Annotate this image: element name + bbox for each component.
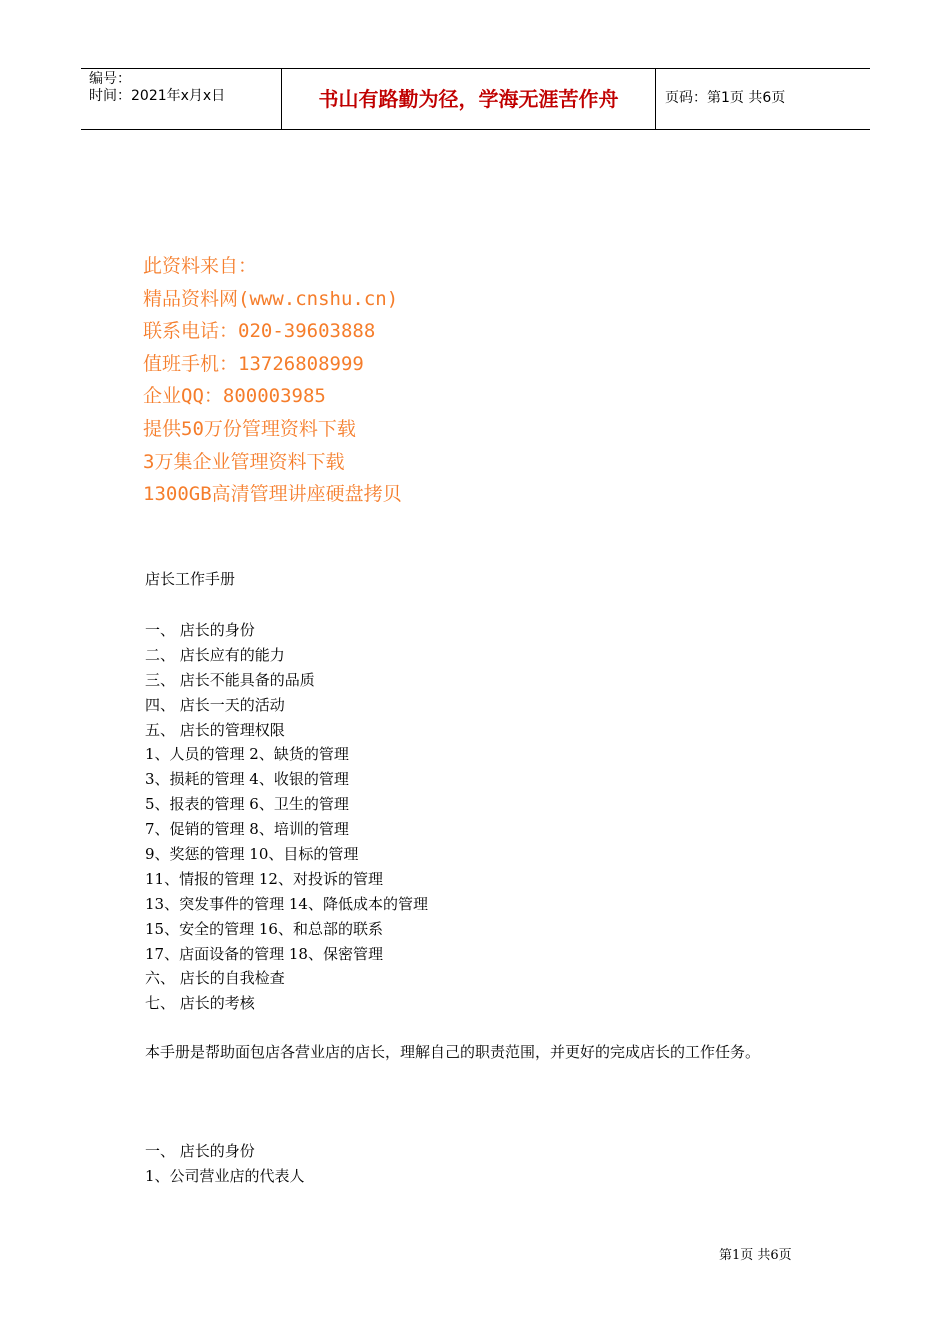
toc-item: 四、 店长一天的活动 — [145, 695, 285, 714]
ad-line-offer-3: 1300GB高清管理讲座硬盘拷贝 — [143, 483, 402, 506]
section-item: 1、公司营业店的代表人 — [145, 1167, 305, 1185]
section-heading: 一、 店长的身份 — [145, 1142, 255, 1160]
section-start — [145, 1139, 305, 1189]
toc-item: 13、突发事件的管理 14、降低成本的管理 — [145, 894, 428, 913]
ad-line-source: 此资料来自： — [143, 255, 258, 277]
toc-item: 9、奖惩的管理 10、目标的管理 — [145, 845, 359, 864]
page-footer: 第1页 共6页 — [719, 1248, 792, 1263]
toc-item: 11、情报的管理 12、对投诉的管理 — [145, 869, 383, 888]
number-label: 编号： — [89, 71, 131, 87]
ad-line-offer-2: 3万集企业管理资料下载 — [143, 450, 345, 473]
toc-item: 3、损耗的管理 4、收银的管理 — [145, 770, 349, 789]
toc-item: 二、 店长应有的能力 — [145, 645, 285, 664]
document-title: 店长工作手册 — [145, 570, 236, 588]
header-meta — [89, 71, 225, 105]
toc-item: 17、店面设备的管理 18、保密管理 — [145, 944, 383, 963]
header-motto: 书山有路勤为径，学海无涯苦作舟 — [318, 87, 619, 111]
ad-line-qq: 企业QQ：800003985 — [143, 385, 326, 408]
toc-item: 15、安全的管理 16、和总部的联系 — [145, 919, 383, 938]
ad-line-website: 精品资料网(www.cnshu.cn) — [143, 287, 399, 310]
date-label: 时间：2021年x月x日 — [89, 88, 226, 104]
toc-item: 五、 店长的管理权限 — [145, 720, 285, 739]
table-of-contents — [145, 618, 428, 1016]
toc-item: 七、 店长的考核 — [145, 994, 255, 1013]
header-page-info: 页码：第1页 共6页 — [665, 90, 786, 106]
ad-line-offer-1: 提供50万份管理资料下载 — [143, 417, 356, 440]
ad-line-mobile: 值班手机：13726808999 — [143, 352, 364, 375]
intro-paragraph: 本手册是帮助面包店各营业店的店长，理解自己的职责范围，并更好的完成店长的工作任务。 — [145, 1043, 761, 1061]
toc-item: 7、促销的管理 8、培训的管理 — [145, 820, 349, 839]
toc-item: 六、 店长的自我检查 — [145, 969, 285, 988]
header-divider-right — [655, 69, 656, 129]
ad-block — [143, 250, 402, 511]
toc-item: 5、报表的管理 6、卫生的管理 — [145, 795, 349, 814]
ad-line-phone: 联系电话：020-39603888 — [143, 320, 376, 343]
toc-item: 三、 店长不能具备的品质 — [145, 670, 315, 689]
page-header — [81, 68, 870, 130]
toc-item: 1、人员的管理 2、缺货的管理 — [145, 745, 349, 764]
toc-item: 一、 店长的身份 — [145, 621, 255, 639]
